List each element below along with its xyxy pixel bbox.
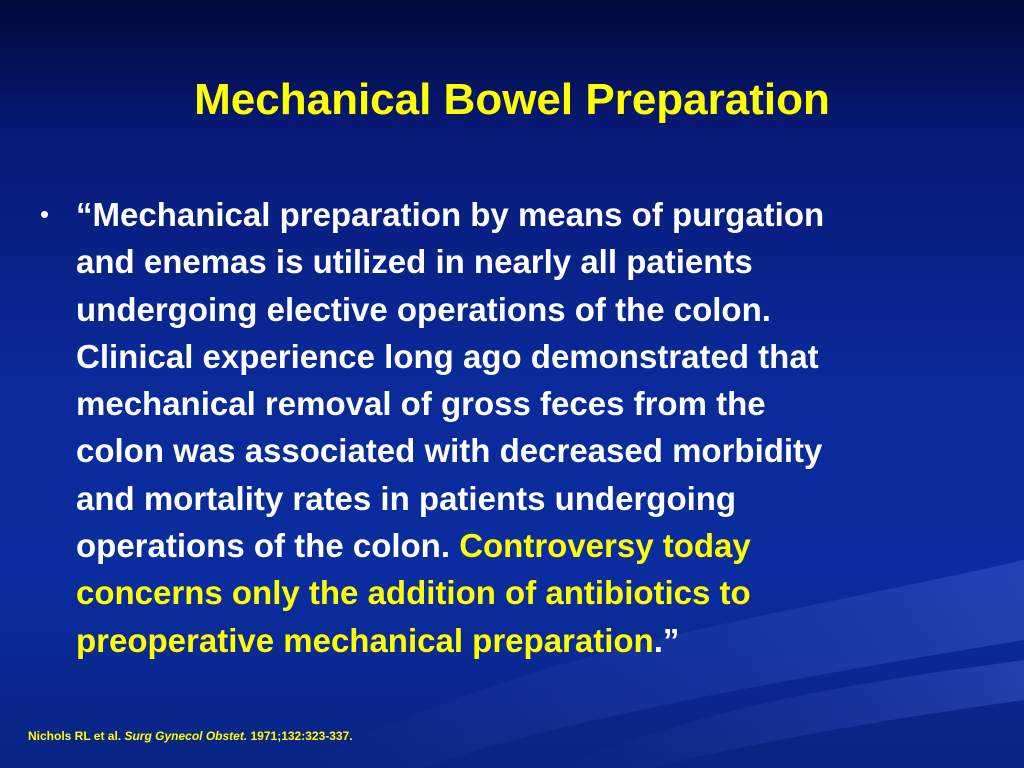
quote-line: and enemas is utilized in nearly all patients: [76, 243, 753, 281]
highlight-line: concerns only the addition of antibiotics to: [76, 574, 751, 612]
citation-authors: Nichols RL et al.: [28, 729, 125, 743]
quote-line: Clinical experience long ago demonstrated that: [76, 337, 819, 375]
highlight-text: preoperative mechanical preparation: [76, 621, 654, 659]
quote-line: mechanical removal of gross feces from the: [76, 385, 766, 423]
quote-line: “Mechanical preparation by means of purgation: [76, 196, 825, 233]
quote-line: [76, 617, 996, 664]
quote-text: [76, 191, 996, 664]
quote-line: [76, 522, 996, 569]
bullet-icon: •: [40, 199, 50, 229]
citation-journal: Surg Gynecol Obstet.: [124, 729, 248, 743]
quote-line: colon was associated with decreased morbidity: [76, 432, 823, 470]
quote-closing: .”: [653, 621, 680, 659]
quote-line: and mortality rates in patients undergoing: [76, 479, 737, 517]
highlight-text: Controversy today: [459, 527, 751, 565]
slide-title: Mechanical Bowel Preparation: [194, 75, 830, 124]
citation: [28, 729, 353, 743]
citation-details: 1971;132:323-337.: [247, 729, 353, 743]
quote-white-text: operations of the colon.: [76, 527, 460, 565]
quote-line: undergoing elective operations of the colon.: [76, 290, 771, 328]
